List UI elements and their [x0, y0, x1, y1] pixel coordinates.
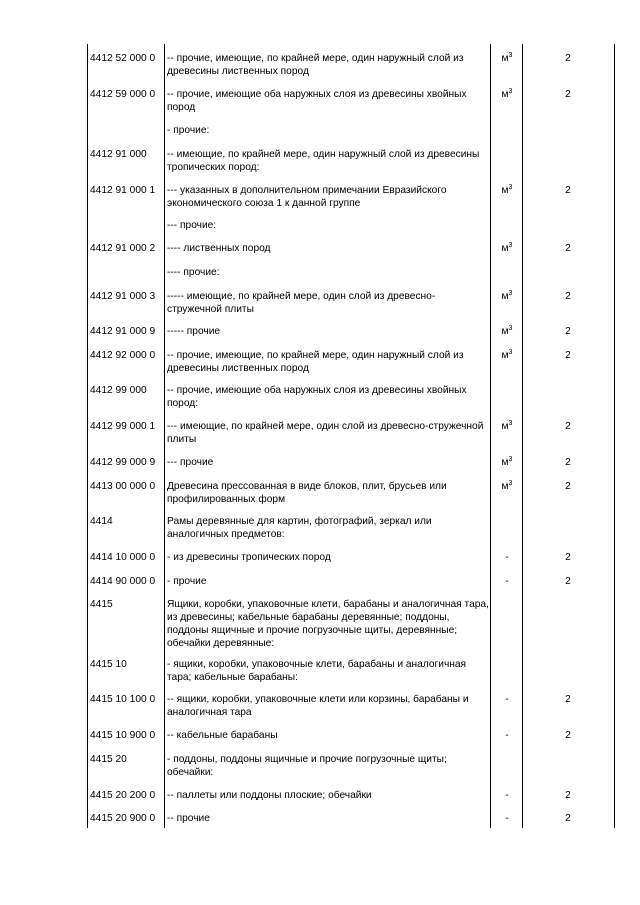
duty-rate: 2 [565, 481, 571, 492]
unit-text: м [501, 89, 509, 100]
unit-text: - [505, 790, 509, 801]
unit-text: м [501, 350, 509, 361]
goods-description: -- прочие, имеющие оба наружных слоя из древесины хвойных пород: [167, 385, 467, 409]
tariff-code: 4412 91 000 3 [90, 291, 156, 302]
goods-description: --- прочие: [167, 220, 217, 231]
column-divider-desc [490, 44, 491, 828]
unit-of-measure [493, 480, 521, 493]
unit-exponent: 3 [508, 420, 513, 427]
unit-exponent: 3 [508, 242, 513, 249]
tariff-code: 4412 59 000 0 [90, 89, 156, 100]
tariff-code: 4415 20 900 0 [90, 813, 156, 824]
tariff-code: 4415 10 900 0 [90, 730, 156, 741]
unit-of-measure [493, 420, 521, 433]
tariff-code: 4414 10 000 0 [90, 552, 156, 563]
table-border-left [87, 44, 88, 828]
duty-rate: 2 [565, 552, 571, 563]
unit-of-measure [493, 575, 521, 588]
unit-text: - [505, 730, 509, 741]
unit-exponent: 3 [508, 52, 513, 59]
tariff-code: 4412 52 000 0 [90, 53, 156, 64]
goods-description: --- указанных в дополнительном примечании Евразийского экономического союза 1 к данной группе [167, 185, 447, 209]
duty-rate: 2 [565, 730, 571, 741]
tariff-code: 4415 20 200 0 [90, 790, 156, 801]
column-divider-unit [522, 44, 523, 828]
unit-text: м [501, 243, 509, 254]
tariff-code: 4412 91 000 2 [90, 243, 156, 254]
table-border-right [614, 44, 615, 828]
unit-exponent: 3 [508, 88, 513, 95]
unit-text: - [505, 694, 509, 705]
duty-rate: 2 [565, 421, 571, 432]
goods-description: Древесина прессованная в виде блоков, плит, брусьев или профилированных форм [167, 481, 447, 505]
unit-of-measure [493, 242, 521, 255]
tariff-code: 4415 20 [90, 754, 127, 765]
duty-rate: 2 [565, 576, 571, 587]
unit-text: - [505, 552, 509, 563]
duty-rate: 2 [565, 53, 571, 64]
unit-exponent: 3 [508, 480, 513, 487]
unit-of-measure [493, 184, 521, 197]
tariff-code: 4412 99 000 9 [90, 457, 156, 468]
goods-description: - поддоны, поддоны ящичные и прочие погрузочные щиты; обечайки: [167, 754, 447, 778]
duty-rate: 2 [565, 813, 571, 824]
goods-description: -- прочие, имеющие оба наружных слоя из древесины хвойных пород [167, 89, 467, 113]
unit-text: - [505, 576, 509, 587]
column-divider-code [164, 44, 165, 828]
goods-description: Рамы деревянные для картин, фотографий, зеркал или аналогичных предметов: [167, 516, 432, 540]
tariff-code: 4414 90 000 0 [90, 576, 156, 587]
goods-description: -- ящики, коробки, упаковочные клети или корзины, барабаны и аналогичная тара [167, 694, 469, 718]
unit-text: м [501, 185, 509, 196]
unit-of-measure [493, 693, 521, 706]
goods-description: --- прочие [167, 457, 214, 468]
tariff-code: 4415 [90, 599, 113, 610]
duty-rate: 2 [565, 185, 571, 196]
unit-of-measure [493, 729, 521, 742]
goods-description: -- прочие, имеющие, по крайней мере, один наружный слой из древесины лиственных пород [167, 53, 464, 77]
goods-description: -- кабельные барабаны [167, 730, 278, 741]
duty-rate: 2 [565, 243, 571, 254]
tariff-code: 4412 99 000 [90, 385, 147, 396]
unit-text: м [501, 481, 509, 492]
tariff-code: 4415 10 100 0 [90, 694, 156, 705]
duty-rate: 2 [565, 790, 571, 801]
unit-of-measure [493, 551, 521, 564]
duty-rate: 2 [565, 457, 571, 468]
goods-description: - прочие: [167, 125, 210, 136]
unit-of-measure [493, 88, 521, 101]
tariff-code: 4415 10 [90, 659, 127, 670]
duty-rate: 2 [565, 694, 571, 705]
unit-of-measure [493, 456, 521, 469]
unit-exponent: 3 [508, 456, 513, 463]
tariff-code: 4412 92 000 0 [90, 350, 156, 361]
goods-description: ----- прочие [167, 326, 221, 337]
unit-text: м [501, 421, 509, 432]
unit-of-measure [493, 349, 521, 362]
unit-of-measure [493, 290, 521, 303]
unit-text: м [501, 326, 509, 337]
goods-description: -- паллеты или поддоны плоские; обечайки [167, 790, 372, 801]
tariff-code: 4412 91 000 9 [90, 326, 156, 337]
unit-exponent: 3 [508, 349, 513, 356]
duty-rate: 2 [565, 89, 571, 100]
goods-description: --- имеющие, по крайней мере, один слой из древесно-стружечной плиты [167, 421, 484, 445]
goods-description: -- прочие, имеющие, по крайней мере, один наружный слой из древесины лиственных пород [167, 350, 464, 374]
unit-of-measure [493, 789, 521, 802]
tariff-code: 4412 91 000 [90, 149, 147, 160]
goods-description: - ящики, коробки, упаковочные клети, барабаны и аналогичная тара; кабельные барабаны: [167, 659, 467, 683]
unit-exponent: 3 [508, 184, 513, 191]
tariff-code: 4412 91 000 1 [90, 185, 156, 196]
unit-text: м [501, 53, 509, 64]
goods-description: - прочие [167, 576, 207, 587]
unit-of-measure [493, 812, 521, 825]
goods-description: ---- прочие: [167, 267, 220, 278]
unit-text: - [505, 813, 509, 824]
goods-description: ----- имеющие, по крайней мере, один слой из древесно-стружечной плиты [167, 291, 436, 315]
unit-of-measure [493, 325, 521, 338]
unit-text: м [501, 457, 509, 468]
goods-description: - из древесины тропических пород [167, 552, 331, 563]
tariff-code: 4412 99 000 1 [90, 421, 156, 432]
tariff-code: 4413 00 000 0 [90, 481, 156, 492]
goods-description: Ящики, коробки, упаковочные клети, барабаны и аналогичная тара, из древесины; кабельные барабаны деревянные; поддоны, поддоны ящичные и прочие погрузочные щиты, деревянные; обечайки деревянные: [167, 599, 489, 649]
goods-description: -- прочие [167, 813, 210, 824]
tariff-code: 4414 [90, 516, 113, 527]
unit-text: м [501, 291, 509, 302]
duty-rate: 2 [565, 350, 571, 361]
goods-description: ---- лиственных пород [167, 243, 271, 254]
unit-exponent: 3 [508, 290, 513, 297]
duty-rate: 2 [565, 326, 571, 337]
unit-exponent: 3 [508, 325, 513, 332]
duty-rate: 2 [565, 291, 571, 302]
goods-description: -- имеющие, по крайней мере, один наружный слой из древесины тропических пород: [167, 149, 480, 173]
unit-of-measure [493, 52, 521, 65]
